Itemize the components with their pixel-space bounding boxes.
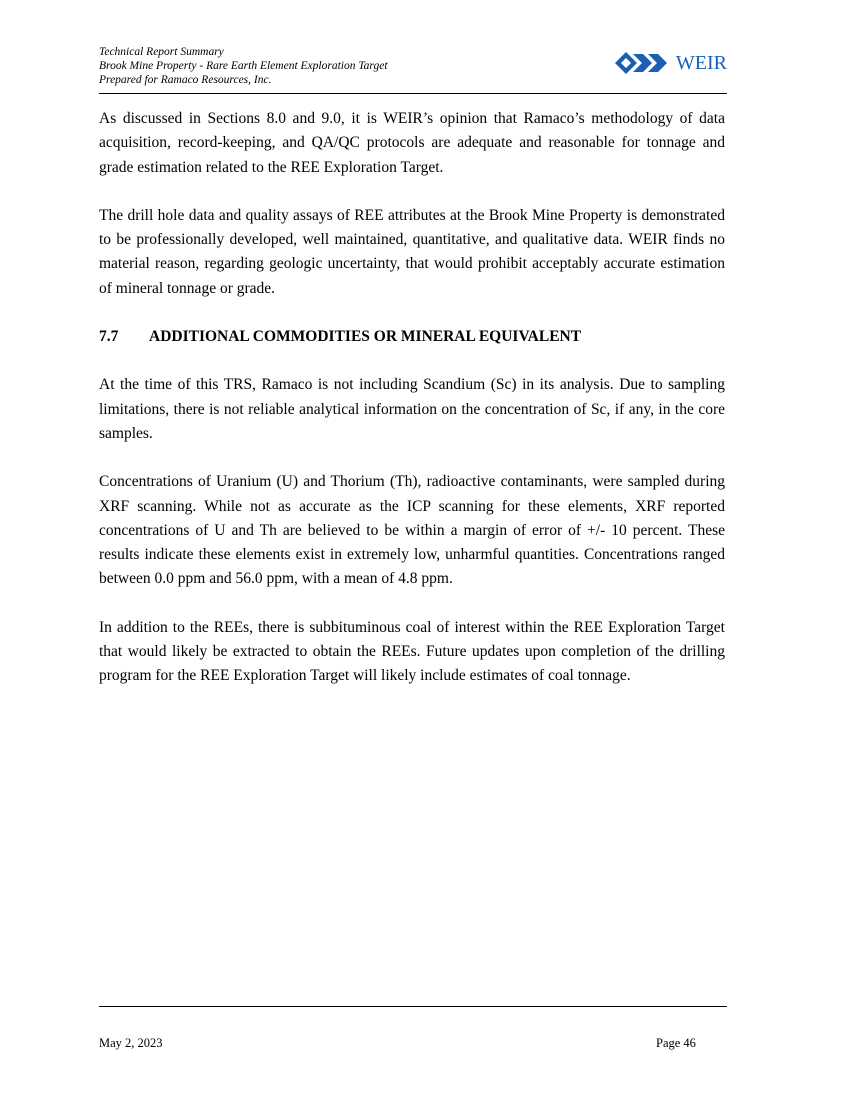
footer-date: May 2, 2023 (99, 1036, 163, 1050)
footer-page-number: Page 46 (656, 1036, 696, 1050)
weir-logo-text: WEIR (675, 52, 727, 74)
body-paragraph: Concentrations of Uranium (U) and Thorium (Th), radioactive contaminants, were sampled during XRF scanning. While not as accurate as the ICP scanning for these elements, XRF reported concentrations of U and Th are believed to be within a margin of error of +/- 10 percent. These results indicate these elements exist in extremely low, unharmful quantities. Concentrations ranged between 0.0 ppm and 56.0 ppm, with a mean of 4.8 ppm. (99, 473, 725, 588)
header-prepared-for: Prepared for Ramaco Resources, Inc. (99, 74, 272, 86)
header-report-type: Technical Report Summary (99, 46, 224, 58)
section-title: ADDITIONAL COMMODITIES OR MINERAL EQUIVALENT (149, 328, 582, 346)
footer-divider (99, 1006, 727, 1007)
page-body (99, 107, 725, 713)
section-heading (99, 325, 725, 349)
body-paragraph: In addition to the REEs, there is subbituminous coal of interest within the REE Exploration Target that would likely be extracted to obtain the REEs. Future updates upon completion of the drilling program for the REE Exploration Target will likely include estimates of coal tonnage. (99, 618, 725, 685)
weir-logo (615, 51, 727, 75)
page-header (99, 45, 727, 94)
body-paragraph: At the time of this TRS, Ramaco is not including Scandium (Sc) in its analysis. Due to sampling limitations, there is not reliable analytical information on the concentration of Sc, if any, in the core samples. (99, 376, 725, 442)
weir-logo-diamonds-icon (615, 52, 673, 74)
header-property-name: Brook Mine Property - Rare Earth Element Exploration Target (99, 60, 388, 72)
body-paragraph: The drill hole data and quality assays of REE attributes at the Brook Mine Property is demonstrated to be professionally developed, well maintained, quantitative, and qualitative data. WEIR finds no material reason, regarding geologic uncertainty, that would prohibit acceptably accurate estimation of mineral tonnage or grade. (99, 206, 725, 297)
body-paragraph: As discussed in Sections 8.0 and 9.0, it is WEIR’s opinion that Ramaco’s methodology of data acquisition, record-keeping, and QA/QC protocols are adequate and reasonable for tonnage and grade estimation related to the REE Exploration Target. (99, 110, 725, 176)
section-number: 7.7 (99, 328, 119, 346)
header-text-block (99, 45, 388, 87)
